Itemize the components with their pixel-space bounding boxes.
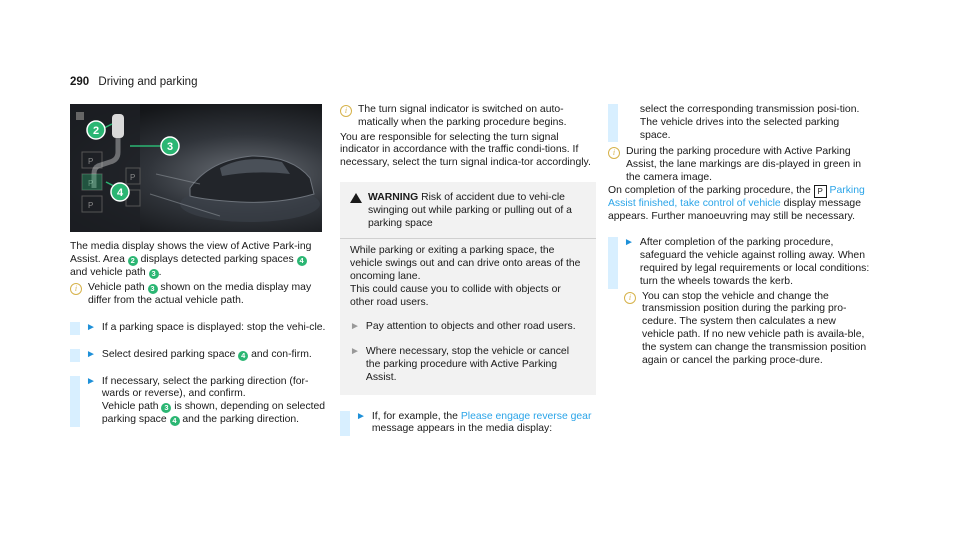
arrow-right-icon: ► <box>356 410 366 422</box>
parking-assist-icon: P <box>814 185 827 198</box>
arrow-right-icon: ► <box>86 348 96 360</box>
parking-assist-icon <box>76 112 84 120</box>
tip-note: i You can stop the vehicle and change the transmission position during the parking pro-cedure. The system then calculates a new vehicle path. If no new vehicle path is availa-ble, the system can change the transmission position again or cancel the parking proce-dure. <box>608 291 870 368</box>
step-item: ► After completion of the parking procedure, safeguard the vehicle against rolling away. When required by legal requirements or local conditions: turn the wheels towards the kerb. <box>608 237 870 288</box>
marker-2-badge: 2 <box>128 256 138 266</box>
info-icon: i <box>70 283 82 295</box>
column-1 <box>70 104 326 427</box>
step-item: ► If necessary, select the parking direction (for-wards or reverse), and confirm. Vehicle path 3 is shown, depending on selected parking space 4 and the parking direction. <box>70 376 326 427</box>
paragraph: You are responsible for selecting the turn signal indicator in accordance with the traffic condi-tions. If necessary, select the turn signal indica-tor accordingly. <box>340 131 591 169</box>
info-icon: i <box>608 147 620 159</box>
step-item: ► Select desired parking space 4 and con-firm. <box>70 349 326 362</box>
info-icon: i <box>340 105 352 117</box>
svg-text:P: P <box>88 157 94 166</box>
step-item: ► If, for example, the Please engage reverse gear message appears in the media display: <box>340 411 596 437</box>
warning-step: ► Pay attention to objects and other road users. <box>350 321 576 333</box>
step-continuation: select the corresponding transmission posi-tion. The vehicle drives into the selected parking space. <box>608 104 870 142</box>
warning-box: WARNING Risk of accident due to vehi-cle swinging out while parking or pulling out of a parking space While parking or exiting a parking space, the vehicle swings out and can drive onto areas of the oncoming lane. This could cause you to collide with objects or other road users. ► Pay attention to objects and other road users. ► Where necessary, stop the vehicle or cancel the parking procedure with Active Parking Assist. <box>340 182 596 395</box>
arrow-right-icon: ► <box>86 321 96 333</box>
section-title: Driving and parking <box>98 76 198 88</box>
message-reverse-gear: Please engage reverse gear <box>460 410 592 422</box>
column-3 <box>608 104 870 367</box>
page-header <box>70 76 197 88</box>
step-item: ► If a parking space is displayed: stop the vehi-cle. <box>70 322 326 335</box>
warning-triangle-icon <box>350 193 362 203</box>
arrow-right-icon: ► <box>350 346 360 358</box>
message-parking-finished: Parking Assist finished, take control of vehicle <box>608 184 865 209</box>
arrow-right-icon: ► <box>86 375 96 387</box>
arrow-right-icon: ► <box>624 237 634 249</box>
marker-3-badge: 3 <box>161 403 171 413</box>
warning-step: ► Where necessary, stop the vehicle or cancel the parking procedure with Active Parking Assist. <box>350 346 570 383</box>
vehicle-top-view <box>112 114 124 138</box>
parking-assist-illustration <box>70 104 322 232</box>
marker-3-badge: 3 <box>149 269 159 279</box>
tip-note: i During the parking procedure with Active Parking Assist, the lane markings are dis-played in green in the camera image. <box>608 146 870 184</box>
svg-text:P: P <box>88 179 94 188</box>
svg-text:3: 3 <box>166 141 174 153</box>
page-number: 290 <box>70 76 90 88</box>
tip-note: i The turn signal indicator is switched on auto-matically when the parking procedure begins. <box>340 104 596 130</box>
media-display-image <box>70 104 322 232</box>
svg-text:2: 2 <box>92 125 100 137</box>
tip-note: i Vehicle path 3 shown on the media display may differ from the actual vehicle path. <box>70 282 326 308</box>
marker-4-badge: 4 <box>170 416 180 426</box>
marker-3-badge: 3 <box>148 284 158 294</box>
arrow-right-icon: ► <box>350 321 360 333</box>
intro-paragraph: The media display shows the view of Active Park-ing Assist. Area 2 displays detected parking spaces 4 and vehicle path 3 . <box>70 241 312 278</box>
svg-text:4: 4 <box>116 187 124 199</box>
column-2 <box>340 104 596 436</box>
svg-text:P: P <box>88 201 94 210</box>
svg-text:P: P <box>130 173 136 182</box>
marker-4-badge: 4 <box>238 351 248 361</box>
completion-paragraph: On completion of the parking procedure, the P Parking Assist finished, take control of vehicle display message appears. Further manoeuvring may still be necessary. <box>608 184 865 222</box>
marker-4-badge: 4 <box>297 256 307 266</box>
info-icon: i <box>624 292 636 304</box>
